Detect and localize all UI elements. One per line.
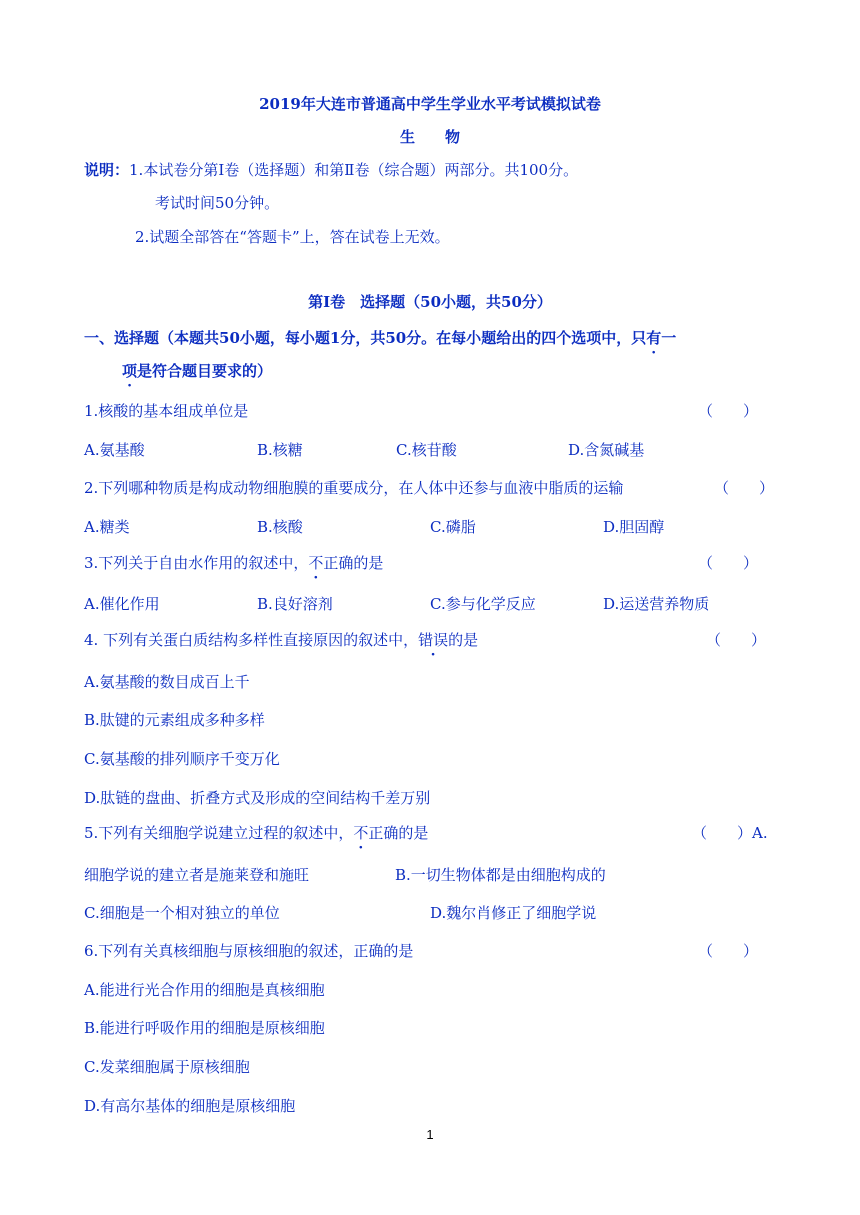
instructions-line-1 <box>84 160 578 180</box>
question-3-emphasis: 不 <box>308 554 324 572</box>
question-6-answer-blank: （ ） <box>698 942 759 960</box>
question-4-emphasis: 错误 <box>418 631 449 649</box>
question-1-option-c: C.核苷酸 <box>396 441 457 459</box>
question-4-stem-end: 的是 <box>448 631 479 649</box>
question-5-stem-text: 5.下列有关细胞学说建立过程的叙述中， <box>84 824 354 842</box>
question-2-option-b: B.核酸 <box>257 518 303 536</box>
page-number: 1 <box>426 1127 434 1142</box>
question-3-stem-end: 正确的是 <box>323 554 384 572</box>
question-2-option-a: A.糖类 <box>84 518 130 536</box>
instruction-item-1-cont: 考试时间50分钟。 <box>155 194 280 212</box>
section-title: 第Ⅰ卷 选择题（50小题，共50分） <box>308 293 552 311</box>
question-1-stem: 1.核酸的基本组成单位是 <box>84 402 249 420</box>
section-intro-emphasis-2: 项 <box>122 362 138 380</box>
question-6-option-c: C.发菜细胞属于原核细胞 <box>84 1058 250 1076</box>
question-4-option-c: C.氨基酸的排列顺序千变万化 <box>84 750 280 768</box>
section-intro-text: 一、选择题（本题共50小题，每小题1分，共50分。在每小题给出的四个选项中， <box>84 329 632 347</box>
section-intro-text-2: 是符合题目要求的） <box>137 362 273 380</box>
question-4-option-a: A.氨基酸的数目成百上千 <box>84 673 250 691</box>
question-4-option-d: D.肽链的盘曲、折叠方式及形成的空间结构千差万别 <box>84 789 431 807</box>
instructions-label: 说明： <box>84 161 130 179</box>
question-3-stem <box>84 553 383 573</box>
question-2-option-d: D.胆固醇 <box>603 518 665 536</box>
section-intro-line-1 <box>84 328 676 348</box>
question-6-option-a: A.能进行光合作用的细胞是真核细胞 <box>84 981 325 999</box>
question-5-option-c: C.细胞是一个相对独立的单位 <box>84 904 280 922</box>
instruction-item-2: 2.试题全部答在“答题卡”上，答在试卷上无效。 <box>135 228 450 246</box>
question-2-answer-blank: （ ） <box>714 479 775 497</box>
section-intro-line-2 <box>122 361 272 381</box>
question-5-option-d: D.魏尔肖修正了细胞学说 <box>430 904 597 922</box>
question-3-option-b: B.良好溶剂 <box>257 595 333 613</box>
question-6-option-d: D.有高尔基体的细胞是原核细胞 <box>84 1097 296 1115</box>
question-4-answer-blank: （ ） <box>706 631 767 649</box>
question-3-option-d: D.运送营养物质 <box>603 595 710 613</box>
question-1-option-a: A.氨基酸 <box>84 441 145 459</box>
question-4-stem <box>84 630 478 650</box>
question-2-option-c: C.磷脂 <box>430 518 476 536</box>
question-3-stem-text: 3.下列关于自由水作用的叙述中， <box>84 554 309 572</box>
subject-title: 生 物 <box>399 128 460 146</box>
question-5-answer-blank: （ ）A. <box>692 824 768 842</box>
question-5-option-b: B.一切生物体都是由细胞构成的 <box>395 866 606 884</box>
question-3-option-a: A.催化作用 <box>84 595 160 613</box>
question-1-option-b: B.核糖 <box>257 441 303 459</box>
instruction-item-1: 1.本试卷分第Ⅰ卷（选择题）和第Ⅱ卷（综合题）两部分。共100分。 <box>129 161 579 179</box>
question-6-stem: 6.下列有关真核细胞与原核细胞的叙述，正确的是 <box>84 942 414 960</box>
question-5-stem-end: 正确的是 <box>368 824 429 842</box>
question-3-answer-blank: （ ） <box>698 554 759 572</box>
question-5-option-a: 细胞学说的建立者是施莱登和施旺 <box>84 866 310 884</box>
question-5-stem <box>84 823 428 843</box>
question-2-stem: 2.下列哪种物质是构成动物细胞膜的重要成分，在人体中还参与血液中脂质的运输 <box>84 479 624 497</box>
question-3-option-c: C.参与化学反应 <box>430 595 536 613</box>
section-intro-emphasis: 只有一 <box>631 329 677 347</box>
question-1-answer-blank: （ ） <box>698 402 759 420</box>
question-5-emphasis: 不 <box>353 824 369 842</box>
question-1-option-d: D.含氮碱基 <box>568 441 645 459</box>
question-4-option-b: B.肽键的元素组成多种多样 <box>84 711 265 729</box>
question-4-stem-text: 4. 下列有关蛋白质结构多样性直接原因的叙述中， <box>84 631 419 649</box>
exam-title: 2019年大连市普通高中学生学业水平考试模拟试卷 <box>259 95 601 113</box>
question-6-option-b: B.能进行呼吸作用的细胞是原核细胞 <box>84 1019 325 1037</box>
